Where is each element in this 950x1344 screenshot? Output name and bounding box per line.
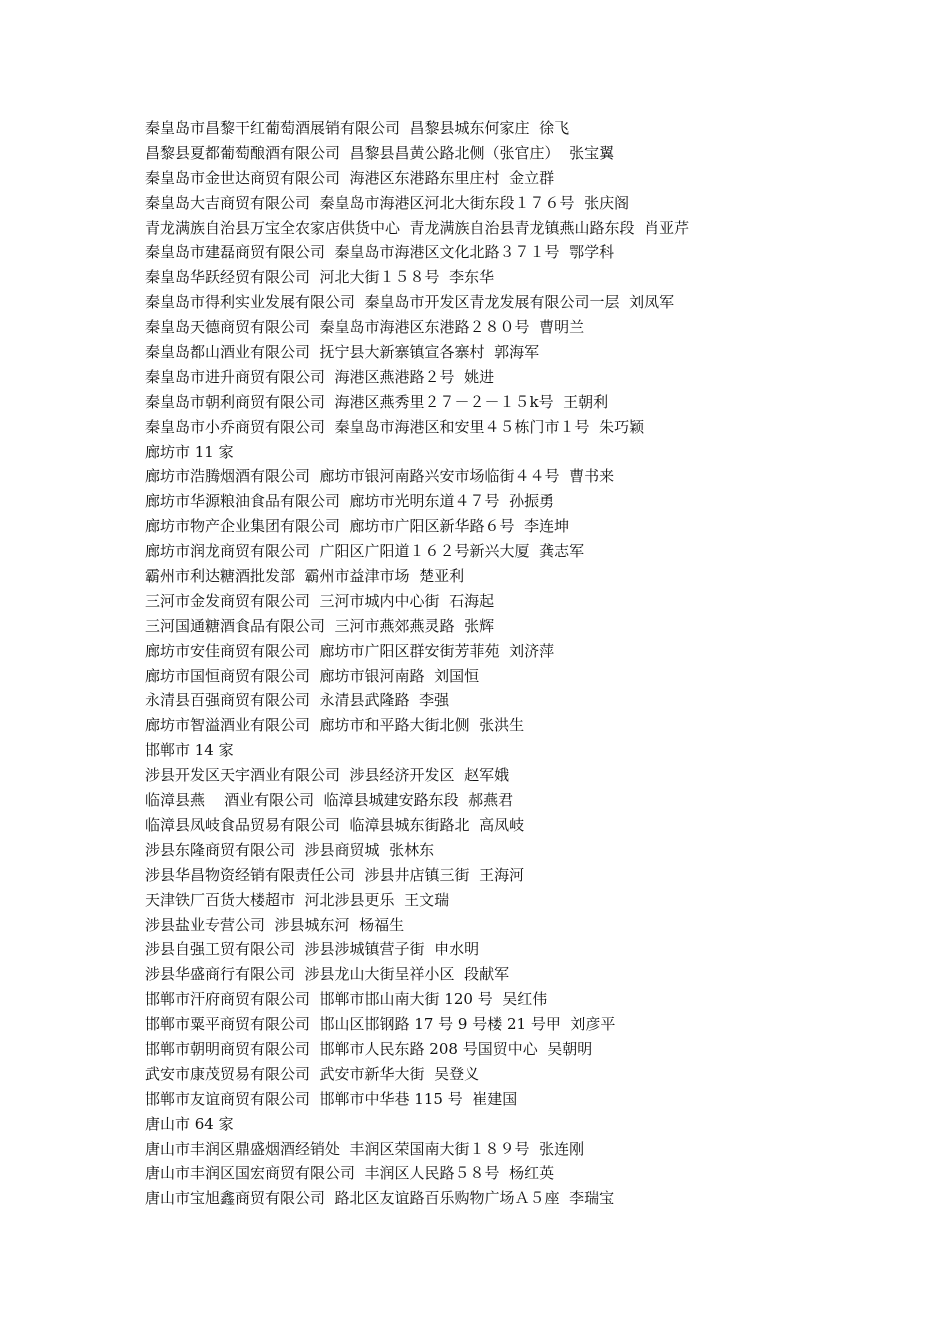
text-line: 涉县开发区天宇酒业有限公司 涉县经济开发区 赵军娥 [145, 766, 510, 785]
text-line: 廊坊市智溢酒业有限公司 廊坊市和平路大街北侧 张洪生 [145, 716, 525, 735]
text-line: 涉县自强工贸有限公司 涉县涉城镇营子街 申水明 [145, 940, 480, 959]
text-line: 唐山市宝旭鑫商贸有限公司 路北区友谊路百乐购物广场Ａ５座 李瑞宝 [145, 1189, 615, 1208]
text-line: 三河市金发商贸有限公司 三河市城内中心街 石海起 [145, 591, 495, 610]
text-line: 邯郸市朝明商贸有限公司 邯郸市人民东路 208 号国贸中心 吴朝明 [145, 1039, 593, 1058]
text-line: 天津铁厂百货大楼超市 河北涉县更乐 王文瑞 [145, 890, 450, 909]
text-line: 秦皇岛市得利实业发展有限公司 秦皇岛市开发区青龙发展有限公司一层 刘凤军 [145, 293, 675, 312]
text-line: 涉县东隆商贸有限公司 涉县商贸城 张林东 [145, 840, 435, 859]
text-line: 唐山市 64 家 [145, 1114, 234, 1133]
text-line: 秦皇岛大吉商贸有限公司 秦皇岛市海港区河北大街东段１７６号 张庆阁 [145, 193, 630, 212]
text-line: 唐山市丰润区鼎盛烟酒经销处 丰润区荣国南大街１８９号 张连刚 [145, 1139, 585, 1158]
text-line: 涉县华昌物资经销有限责任公司 涉县井店镇三街 王海河 [145, 865, 525, 884]
text-line: 秦皇岛市昌黎干红葡萄酒展销有限公司 昌黎县城东何家庄 徐飞 [145, 119, 570, 137]
text-line: 邯郸市粟平商贸有限公司 邯山区邯钢路 17 号 9 号楼 21 号甲 刘彦平 [145, 1015, 616, 1034]
text-line: 秦皇岛天德商贸有限公司 秦皇岛市海港区东港路２８０号 曹明兰 [145, 318, 585, 337]
text-line: 廊坊市国恒商贸有限公司 廊坊市银河南路 刘国恒 [145, 666, 480, 685]
text-line: 临漳县燕 酒业有限公司 临漳县城建安路东段 郝燕君 [145, 791, 514, 810]
text-line: 永清县百强商贸有限公司 永清县武隆路 李强 [145, 691, 450, 710]
text-line: 秦皇岛市建磊商贸有限公司 秦皇岛市海港区文化北路３７１号 鄂学科 [145, 243, 615, 262]
text-line: 廊坊市安佳商贸有限公司 廊坊市广阳区群安街芳菲苑 刘济萍 [145, 641, 555, 660]
text-line: 涉县华盛商行有限公司 涉县龙山大街呈祥小区 段献军 [145, 965, 510, 984]
text-line: 廊坊市 11 家 [145, 442, 234, 461]
text-line: 青龙满族自治县万宝全农家店供货中心 青龙满族自治县青龙镇燕山路东段 肖亚芹 [145, 218, 690, 237]
text-line: 三河国通糖酒食品有限公司 三河市燕郊燕灵路 张辉 [145, 616, 495, 635]
distributor-list [145, 116, 925, 1211]
text-line: 临漳县凤岐食品贸易有限公司 临漳县城东街路北 高凤岐 [145, 815, 525, 834]
text-line: 武安市康茂贸易有限公司 武安市新华大街 吴登义 [145, 1064, 480, 1083]
text-line: 廊坊市润龙商贸有限公司 广阳区广阳道１６２号新兴大厦 龚志军 [145, 542, 585, 561]
text-line: 涉县盐业专营公司 涉县城东河 杨福生 [145, 915, 405, 934]
text-line: 秦皇岛市小乔商贸有限公司 秦皇岛市海港区和安里４５栋门市１号 朱巧颖 [145, 417, 645, 436]
text-line: 唐山市丰润区国宏商贸有限公司 丰润区人民路５８号 杨红英 [145, 1164, 555, 1183]
text-line: 邯郸市 14 家 [145, 741, 234, 760]
text-line: 廊坊市华源粮油食品有限公司 廊坊市光明东道４７号 孙振勇 [145, 492, 555, 511]
text-line: 廊坊市浩腾烟酒有限公司 廊坊市银河南路兴安市场临街４４号 曹书来 [145, 467, 615, 486]
text-line: 邯郸市汗府商贸有限公司 邯郸市邯山南大街 120 号 吴红伟 [145, 990, 548, 1009]
text-line: 邯郸市友谊商贸有限公司 邯郸市中华巷 115 号 崔建国 [145, 1089, 518, 1108]
text-line: 昌黎县夏都葡萄酿酒有限公司 昌黎县昌黄公路北侧（张官庄） 张宝翼 [145, 143, 615, 162]
text-line: 秦皇岛华跃经贸有限公司 河北大街１５８号 李东华 [145, 268, 495, 287]
text-line: 霸州市利达糖酒批发部 霸州市益津市场 楚亚利 [145, 567, 465, 586]
text-line: 秦皇岛都山酒业有限公司 抚宁县大新寨镇宣各寨村 郭海军 [145, 343, 540, 362]
text-line: 廊坊市物产企业集团有限公司 廊坊市广阳区新华路６号 李连坤 [145, 517, 570, 536]
text-line: 秦皇岛市进升商贸有限公司 海港区燕港路２号 姚进 [145, 367, 495, 386]
text-line: 秦皇岛市金世达商贸有限公司 海港区东港路东里庄村 金立群 [145, 168, 555, 187]
text-line: 秦皇岛市朝利商贸有限公司 海港区燕秀里２７－２－１５k号 王朝利 [145, 392, 609, 411]
